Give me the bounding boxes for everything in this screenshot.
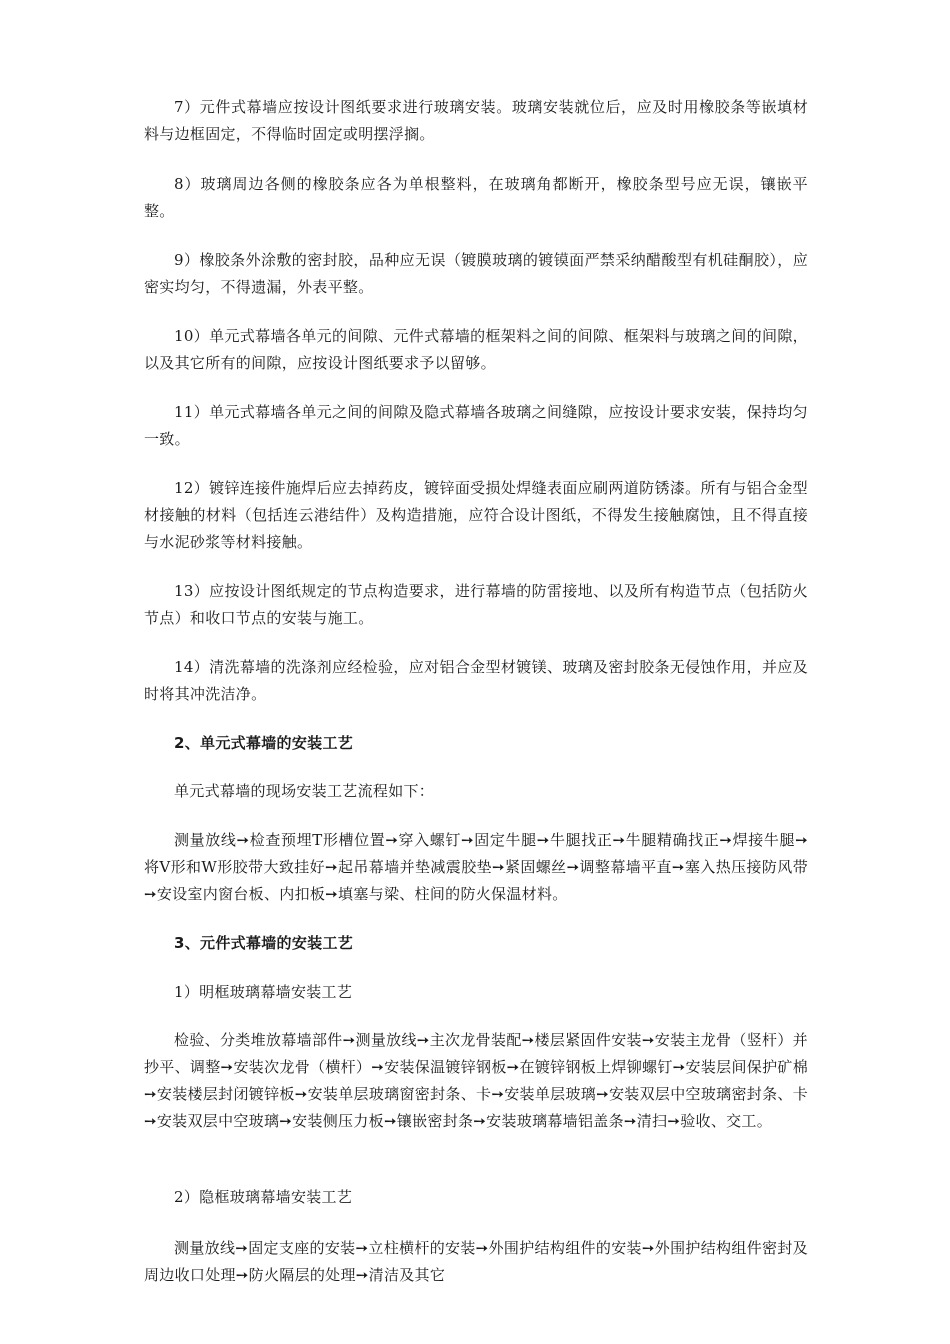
paragraph-7: 7）元件式幕墙应按设计图纸要求进行玻璃安装。玻璃安装就位后，应及时用橡胶条等嵌填材料与边框固定，不得临时固定或明摆浮搁。: [144, 98, 808, 143]
paragraph-11: 11）单元式幕墙各单元之间的间隙及隐式幕墙各玻璃之间缝隙，应按设计要求安装，保持均匀一致。: [144, 403, 808, 448]
subheading-2: 2）隐框玻璃幕墙安装工艺: [174, 1188, 353, 1206]
unit-flow-text: 测量放线➙检查预埋T形槽位置➙穿入螺钉➙固定牛腿➙牛腿找正➙牛腿精确找正➙焊接牛腿➙将V形和W形胶带大致挂好➙起吊幕墙并垫减震胶垫➙紧固螺丝➙调整幕墙平直➙塞入热压接防风带➙安设室内窗台板、内扣板➙填塞与梁、柱间的防火保温材料。: [144, 831, 808, 903]
subheading-1: 1）明框玻璃幕墙安装工艺: [174, 983, 353, 1001]
element-flow-text-2: 测量放线➙固定支座的安装➙立柱横杆的安装➙外围护结构组件的安装➙外围护结构组件密封及周边收口处理➙防火隔层的处理➙清洁及其它: [144, 1239, 808, 1284]
paragraph-9: 9）橡胶条外涂敷的密封胶，品种应无误（镀膜玻璃的镀镆面严禁采纳醋酸型有机硅酮胶），应密实均匀，不得遗漏，外表平整。: [144, 251, 808, 296]
paragraph-10: 10）单元式幕墙各单元的间隙、元件式幕墙的框架料之间的间隙、框架料与玻璃之间的间隙，以及其它所有的间隙，应按设计图纸要求予以留够。: [144, 327, 808, 372]
element-flow-text-1: 检验、分类堆放幕墙部件➙测量放线➙主次龙骨装配➙楼层紧固件安装➙安装主龙骨（竖杆）并抄平、调整➙安装次龙骨（横杆）➙安装保温镀锌钢板➙在镀锌钢板上焊铆螺钉➙安装层间保护矿棉➙安装楼层封闭镀锌板➙安装单层玻璃窗密封条、卡➙安装单层玻璃➙安装双层中空玻璃密封条、卡➙安装双层中空玻璃➙安装侧压力板➙镶嵌密封条➙安装玻璃幕墙铝盖条➙清扫➙验收、交工。: [144, 1031, 808, 1130]
paragraph-8: 8）玻璃周边各侧的橡胶条应各为单根整料，在玻璃角都断开，橡胶条型号应无误，镶嵌平整。: [144, 175, 808, 220]
paragraph-13: 13）应按设计图纸规定的节点构造要求，进行幕墙的防雷接地、以及所有构造节点（包括防火节点）和收口节点的安装与施工。: [144, 582, 808, 627]
paragraph-14: 14）清洗幕墙的洗涤剂应经检验，应对铝合金型材镀镁、玻璃及密封胶条无侵蚀作用，并应及时将其冲洗洁净。: [144, 658, 808, 703]
paragraph-12: 12）镀锌连接件施焊后应去掉药皮，镀锌面受损处焊缝表面应刷两道防锈漆。所有与铝合金型材接触的材料（包括连云港结件）及构造措施，应符合设计图纸，不得发生接触腐蚀，且不得直接与水泥砂浆等材料接触。: [144, 479, 808, 551]
unit-intro-text: 单元式幕墙的现场安装工艺流程如下：: [174, 782, 435, 800]
section-heading-3: 3、元件式幕墙的安装工艺: [174, 934, 354, 952]
section-heading-2: 2、单元式幕墙的安装工艺: [174, 734, 354, 752]
